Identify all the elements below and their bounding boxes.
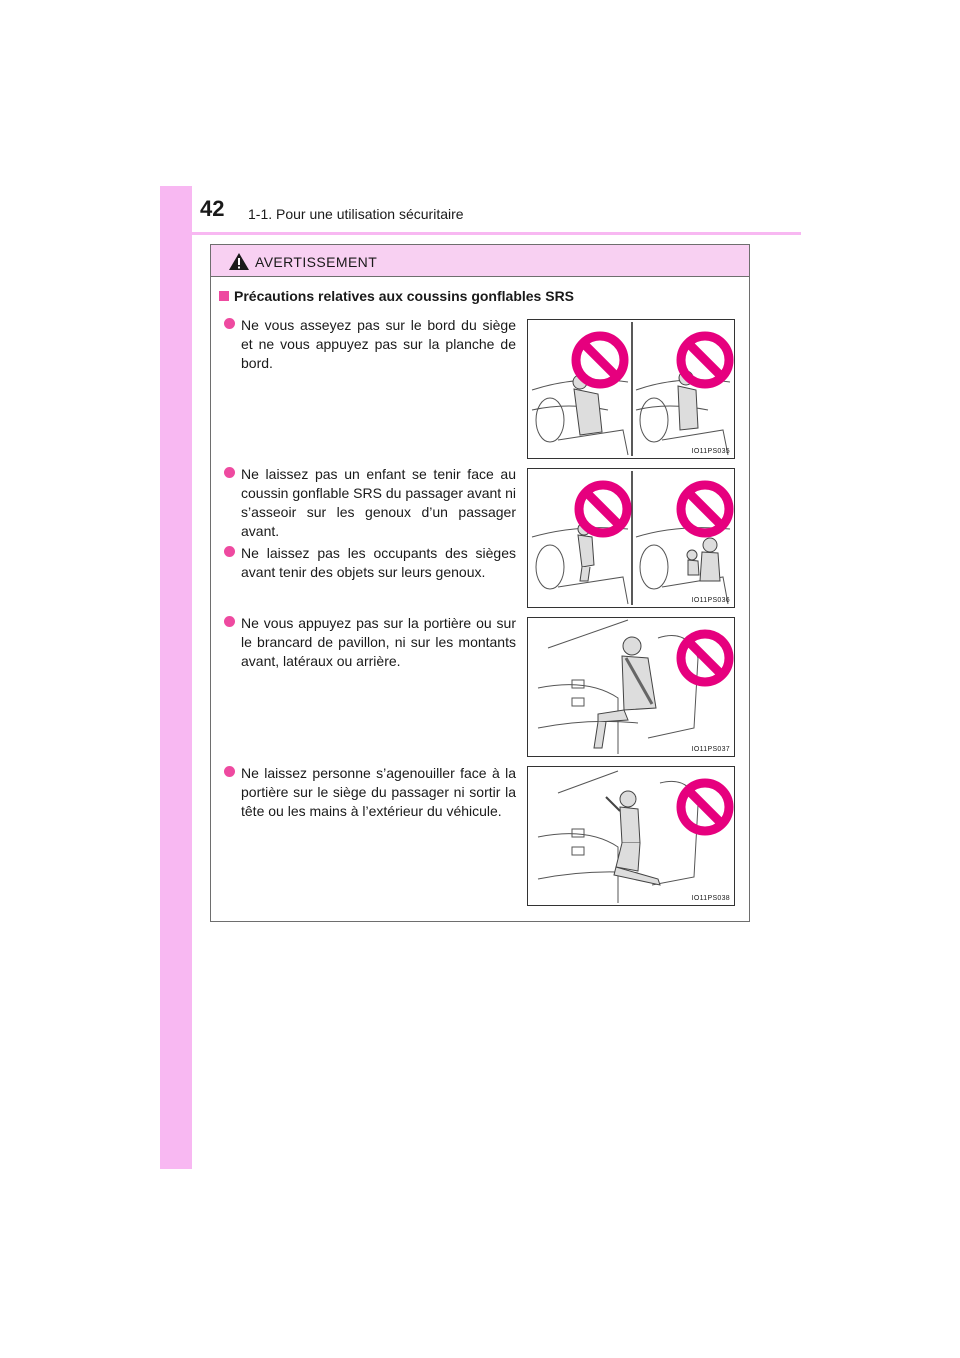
warning-item-text: Ne laissez personne s’agenouiller face à la portière sur le siège du passager ni sortir la tête ou les mains à l’extérieur du véhicule. bbox=[241, 765, 516, 819]
warning-item-text: Ne vous appuyez pas sur la portière ou sur le brancard de pavillon, ni sur les montants avant, latéraux ou arrière. bbox=[241, 615, 516, 669]
prohibition-icon bbox=[528, 469, 734, 607]
warning-item-text: Ne vous asseyez pas sur le bord du siège et ne vous appuyez pas sur la planche de bord. bbox=[241, 317, 516, 371]
bullet-icon bbox=[224, 467, 235, 478]
illustration-door-lean bbox=[527, 617, 735, 757]
page-number: 42 bbox=[200, 196, 225, 221]
figure-code: IO11PS036 bbox=[691, 597, 730, 604]
bullet-icon bbox=[224, 766, 235, 777]
bullet-icon bbox=[224, 616, 235, 627]
prohibition-icon bbox=[528, 767, 734, 905]
warning-box bbox=[210, 244, 750, 922]
warning-item bbox=[241, 316, 516, 373]
illustration-dashboard-lean bbox=[527, 319, 735, 459]
bullet-icon bbox=[224, 546, 235, 557]
section-heading-text: Précautions relatives aux coussins gonflables SRS bbox=[234, 288, 575, 304]
bullet-icon bbox=[224, 318, 235, 329]
prohibition-icon bbox=[528, 618, 734, 756]
figure-code: IO11PS035 bbox=[691, 448, 730, 455]
illustration-kneeling bbox=[527, 766, 735, 906]
warning-item bbox=[241, 614, 516, 671]
section-title: 1-1. Pour une utilisation sécuritaire bbox=[248, 206, 464, 222]
square-bullet-icon bbox=[219, 291, 229, 301]
warning-item-text: Ne laissez pas un enfant se tenir face au coussin gonflable SRS du passager avant ni s’asseoir sur les genoux d’un passager avant. bbox=[241, 466, 516, 539]
warning-item bbox=[241, 465, 516, 541]
header-divider bbox=[160, 232, 801, 235]
warning-header bbox=[211, 245, 749, 277]
prohibition-icon bbox=[528, 320, 734, 458]
warning-item bbox=[241, 544, 516, 582]
warning-triangle-icon bbox=[228, 252, 250, 276]
side-tab-strip bbox=[160, 186, 192, 1169]
figure-code: IO11PS038 bbox=[691, 895, 730, 902]
figure-code: IO11PS037 bbox=[691, 746, 730, 753]
warning-label: AVERTISSEMENT bbox=[255, 254, 378, 270]
warning-item-text: Ne laissez pas les occupants des sièges avant tenir des objets sur leurs genoux. bbox=[241, 545, 516, 580]
illustration-child-airbag bbox=[527, 468, 735, 608]
section-heading bbox=[219, 288, 574, 304]
warning-item bbox=[241, 764, 516, 821]
